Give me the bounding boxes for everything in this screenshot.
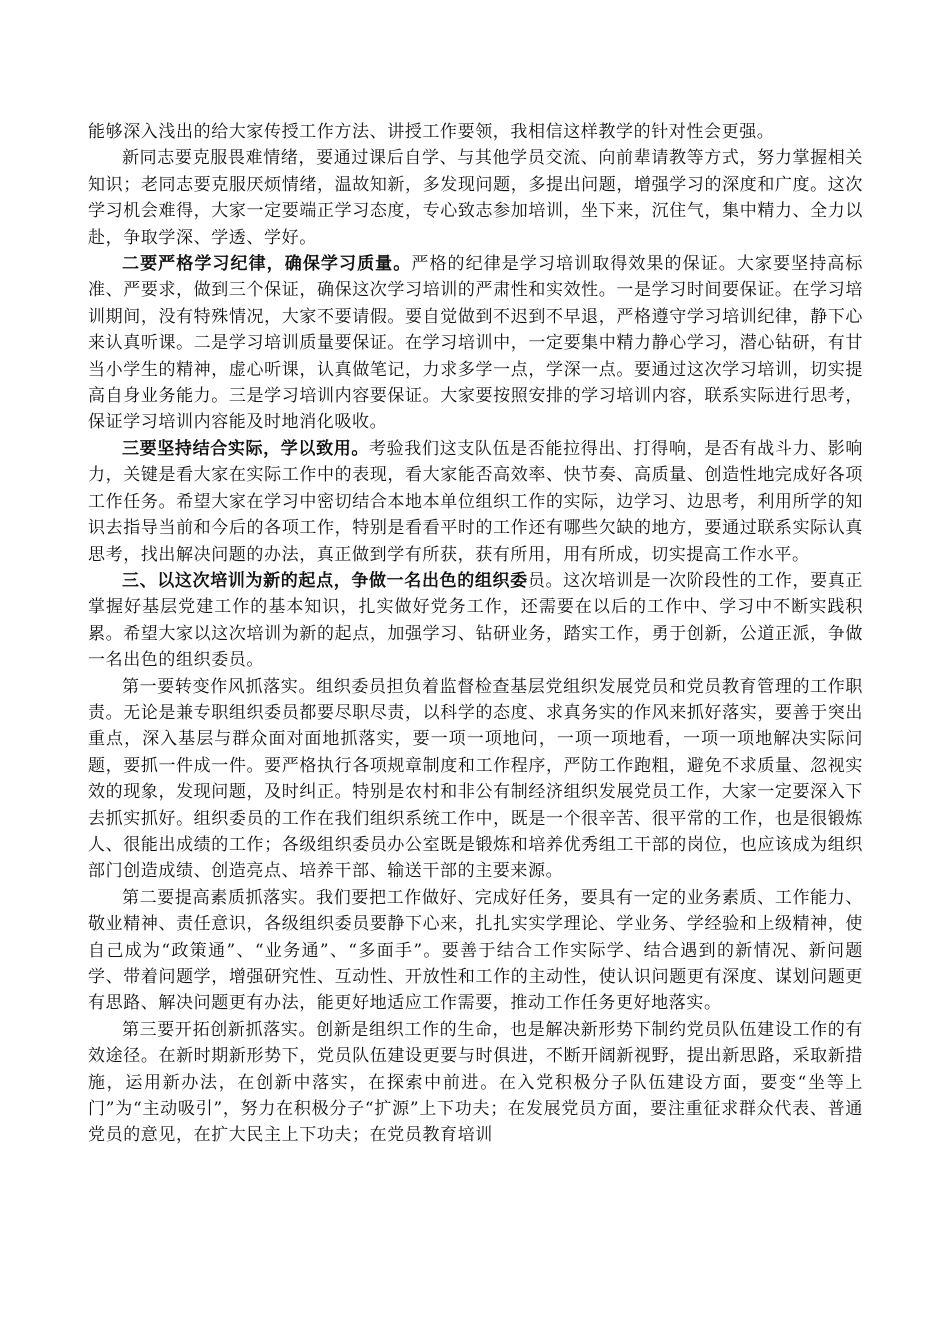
- paragraph: [88, 436, 863, 568]
- paragraph-lead: 三、以这次培训为新的起点，争做一名出色的组织委: [122, 570, 528, 591]
- paragraph-text: 严格的纪律是学习培训取得效果的保证。大家要坚持高标准、严要求，做到三个保证，确保这次学习培训的严肃性和实效性。一是学习时间要保证。在学习培训期间，没有特殊情况，大家不要请假。要自觉做到不迟到不早退，严格遵守学习培训纪律，静下心来认真听课。二是学习培训质量要保证。在学习培训中，一定要集中精力静心学习，潜心钻研，有甘当小学生的精神，虚心听课，认真做笔记，力求多学一点，学深一点。要通过这次学习培训，切实提高自身业务能力。三是学习培训内容要保证。大家要按照安排的学习培训内容，联系实际进行思考，保证学习培训内容能及时地消化吸收。: [88, 254, 863, 433]
- paragraph: [88, 568, 863, 674]
- paragraph: [88, 251, 863, 436]
- document-body: [88, 119, 863, 1149]
- paragraph: [88, 885, 863, 1017]
- paragraph: [88, 119, 863, 145]
- paragraph: [88, 674, 863, 885]
- paragraph-text: 第二要提高素质抓落实。我们要把工作做好、完成好任务，要具有一定的业务素质、工作能力、敬业精神、责任意识，各级组织委员要静下心来，扎扎实实学理论、学业务、学经验和上级精神，使自己成为“政策通”、“业务通”、“多面手”。要善于结合工作实际学、结合遇到的新情况、新问题学、带着问题学，增强研究性、互动性、开放性和工作的主动性，使认识问题更有深度、谋划问题更有思路、解决问题更有办法，能更好地适应工作需要，推动工作任务更好地落实。: [88, 887, 863, 1014]
- paragraph: [88, 145, 863, 251]
- paragraph-text: 第三要开拓创新抓落实。创新是组织工作的生命，也是解决新形势下制约党员队伍建设工作的有效途径。在新时期新形势下，党员队伍建设更要与时俱进，不断开阔新视野，提出新思路，采取新措施，运用新办法，在创新中落实，在探索中前进。在入党积极分子队伍建设方面，要变“坐等上门”为“主动吸引”，努力在积极分子“扩源”上下功夫；在发展党员方面，要注重征求群众代表、普通党员的意见，在扩大民主上下功夫；在党员教育培训: [88, 1019, 863, 1146]
- paragraph-lead: 三要坚持结合实际，学以致用。: [122, 438, 370, 459]
- paragraph-text: 考验我们这支队伍是否能拉得出、打得响，是否有战斗力、影响力，关键是看大家在实际工作中的表现，看大家能否高效率、快节奏、高质量、创造性地完成好各项工作任务。希望大家在学习中密切结合本地本单位组织工作的实际，边学习、边思考，利用所学的知识去指导当前和今后的各项工作，特别是看看平时的工作还有哪些欠缺的地方，要通过联系实际认真思考，找出解决问题的办法，真正做到学有所获，获有所用，用有所成，切实提高工作水平。: [88, 438, 863, 565]
- paragraph-text: 第一要转变作风抓落实。组织委员担负着监督检查基层党组织发展党员和党员教育管理的工作职责。无论是兼专职组织委员都要尽职尽责，以科学的态度、求真务实的作风来抓好落实，要善于突出重点，深入基层与群众面对面地抓落实，要一项一项地问，一项一项地看，一项一项地解决实际问题，要抓一件成一件。要严格执行各项规章制度和工作程序，严防工作跑粗，避免不求质量、忽视实效的现象，发现问题，及时纠正。特别是农村和非公有制经济组织发展党员工作，大家一定要深入下去抓实抓好。组织委员的工作在我们组织系统工作中，既是一个很辛苦、很平常的工作，也是很锻炼人、很能出成绩的工作；各级组织委员办公室既是锻炼和培养优秀组工干部的岗位，也应该成为组织部门创造成绩、创造亮点、培养干部、输送干部的主要来源。: [88, 676, 863, 882]
- paragraph-lead: 二要严格学习纪律，确保学习质量。: [122, 254, 412, 275]
- paragraph-text: 能够深入浅出的给大家传授工作方法、讲授工作要领，我相信这样教学的针对性会更强。: [88, 122, 775, 142]
- paragraph-text: 员。这次培训是一次阶段性的工作，要真正掌握好基层党建工作的基本知识，扎实做好党务工作，还需要在以后的工作中、学习中不断实践积累。希望大家以这次培训为新的起点，加强学习、钻研业务，踏实工作，勇于创新，公道正派，争做一名出色的组织委员。: [88, 570, 863, 671]
- paragraph: [88, 1017, 863, 1149]
- paragraph-text: 新同志要克服畏难情绪，要通过课后自学、与其他学员交流、向前辈请教等方式，努力掌握相关知识；老同志要克服厌烦情绪，温故知新，多发现问题，多提出问题，增强学习的深度和广度。这次学习机会难得，大家一定要端正学习态度，专心致志参加培训，坐下来，沉住气，集中精力、全力以赴，争取学深、学透、学好。: [88, 148, 863, 248]
